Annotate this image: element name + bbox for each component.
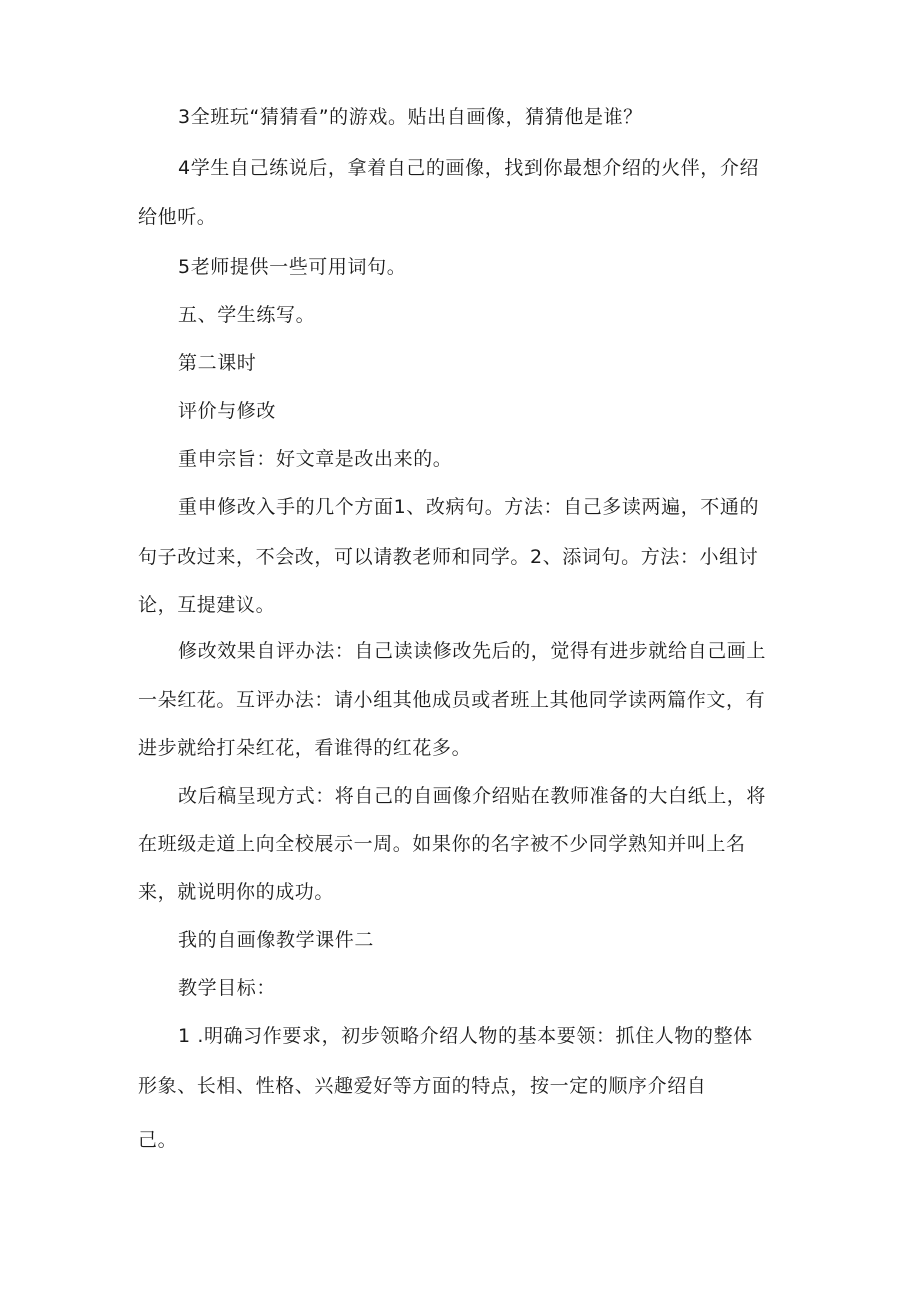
- paragraph-line: 3全班玩“猜猜看”的游戏。贴出自画像，猜猜他是谁？: [178, 106, 643, 128]
- lesson-heading: 第二课时: [178, 352, 257, 374]
- paragraph-line: 句子改过来，不会改，可以请教老师和同学。2、添词句。方法：小组讨: [138, 546, 759, 568]
- paragraph-line: 己。: [138, 1129, 178, 1151]
- paragraph-line: 论，互提建议。: [138, 594, 276, 616]
- paragraph-line: 4学生自己练说后，拿着自己的画像，找到你最想介绍的火伴，介绍: [178, 157, 760, 179]
- paragraph-line: 修改效果自评办法：自己读读修改先后的，觉得有进步就给自己画上: [178, 640, 767, 662]
- document-title: 我的自画像教学课件二: [178, 929, 375, 951]
- paragraph-line: 重申宗旨：好文章是改出来的。: [178, 448, 453, 470]
- paragraph-line: 5老师提供一些可用词句。: [178, 256, 407, 278]
- section-heading: 五、学生练写。: [178, 304, 316, 326]
- paragraph-line: 进步就给打朵红花，看谁得的红花多。: [138, 737, 472, 759]
- paragraph-line: 重申修改入手的几个方面1、改病句。方法：自己多读两遍，不通的: [178, 496, 760, 518]
- list-item: 1 .明确习作要求，初步领略介绍人物的基本要领：抓住人物的整体: [178, 1025, 753, 1047]
- paragraph-line: 在班级走道上向全校展示一周。如果你的名字被不少同学熟知并叫上名: [138, 833, 746, 855]
- paragraph-line: 一朵红花。互评办法：请小组其他成员或者班上其他同学读两篇作文，有: [138, 689, 766, 711]
- paragraph-line: 形象、长相、性格、兴趣爱好等方面的特点，按一定的顺序介绍自: [138, 1075, 707, 1097]
- paragraph-line: 给他听。: [138, 206, 217, 228]
- paragraph-line: 来，就说明你的成功。: [138, 881, 335, 903]
- section-heading: 教学目标：: [178, 977, 277, 999]
- paragraph-line: 改后稿呈现方式：将自己的自画像介绍贴在教师准备的大白纸上，将: [178, 785, 767, 807]
- subsection-heading: 评价与修改: [178, 400, 277, 422]
